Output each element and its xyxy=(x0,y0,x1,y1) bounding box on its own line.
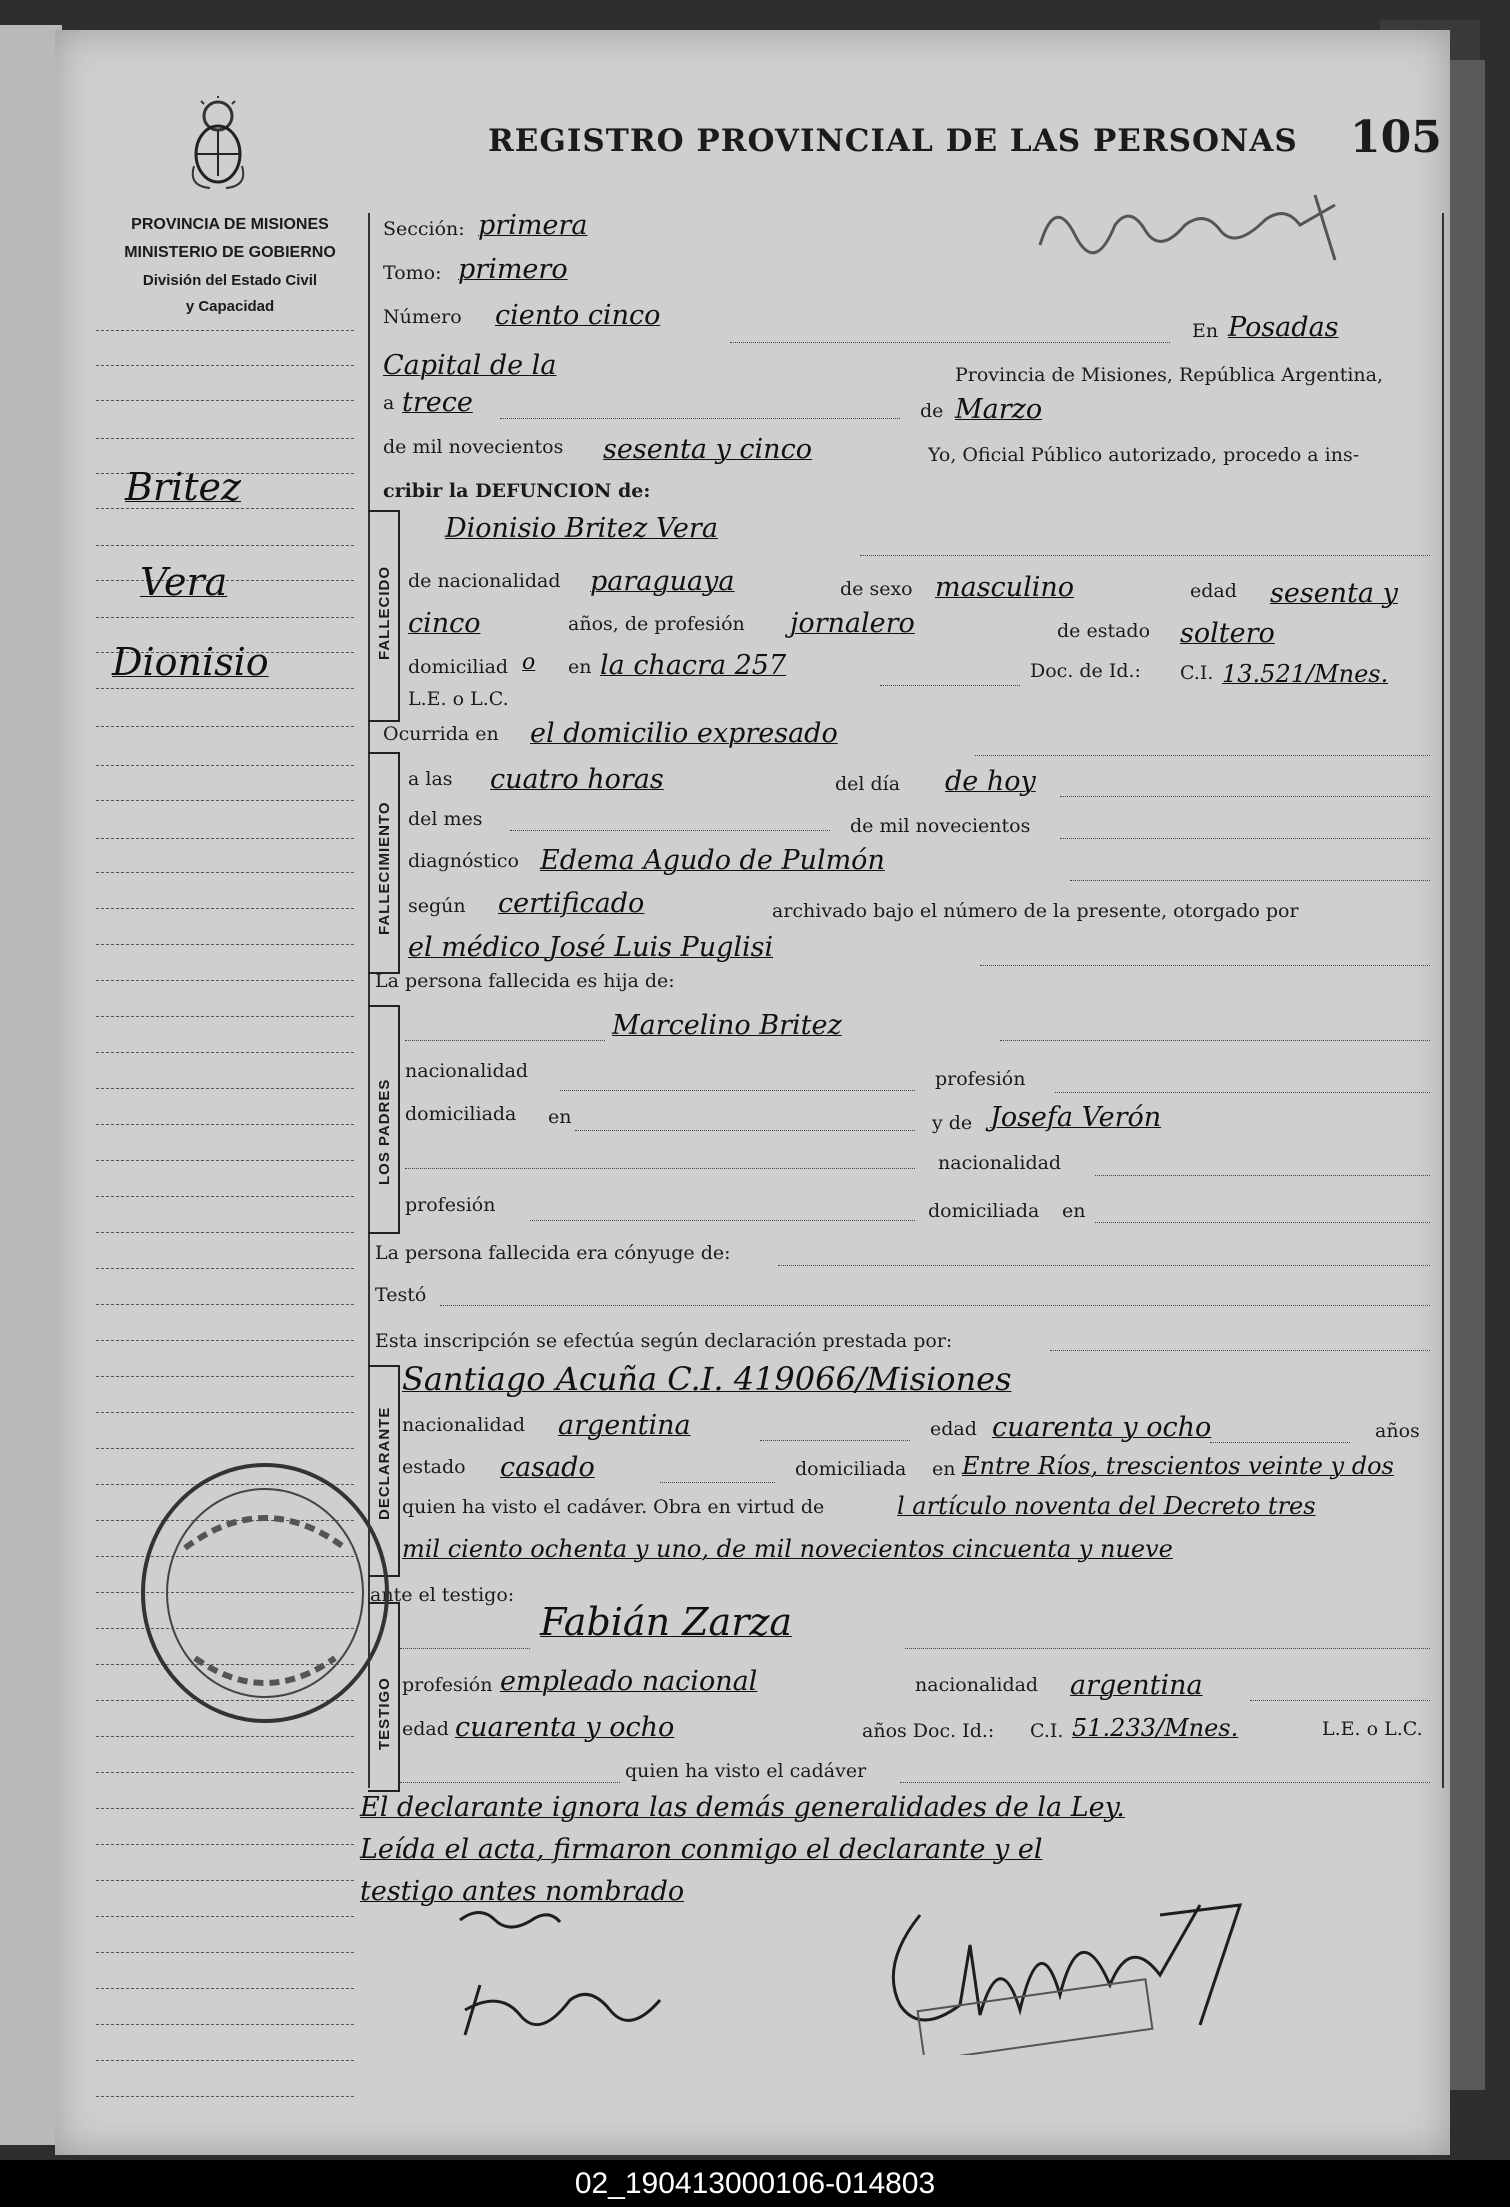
testigo-le-label: L.E. o L.C. xyxy=(1322,1718,1423,1740)
domiciliada-en-label: en xyxy=(548,1106,572,1128)
decl-domiciliada-label: domiciliada xyxy=(795,1458,907,1480)
padre-nombre: Marcelino Britez xyxy=(612,1010,842,1041)
decl-en-label: en xyxy=(932,1458,956,1480)
decl-articulo2: mil ciento ochenta y uno, de mil novecientos cincuenta y nueve xyxy=(402,1535,1173,1563)
mes-value: Marzo xyxy=(955,394,1043,425)
decl-edad-label: edad xyxy=(930,1418,977,1440)
coat-of-arms-icon xyxy=(190,96,246,196)
decl-estado-label: estado xyxy=(402,1456,466,1478)
testigo-profesion-label: profesión xyxy=(402,1674,493,1696)
domiciliada-madre-label: domiciliada xyxy=(928,1200,1040,1222)
archivado-text: archivado bajo el número de la presente, otorgado por xyxy=(772,900,1299,922)
page-number: 105 xyxy=(1350,112,1442,163)
estado-label: de estado xyxy=(1057,620,1151,642)
page-title: REGISTRO PROVINCIAL DE LAS PERSONAS xyxy=(488,123,1298,159)
anios-profesion-label: años, de profesión xyxy=(568,613,745,635)
profesion-value: jornalero xyxy=(790,608,915,639)
hora-label: a las xyxy=(408,768,453,790)
profesion-madre-label: profesión xyxy=(405,1194,496,1216)
edad2-value: cinco xyxy=(408,608,481,639)
domiciliada-padre-label: domiciliada xyxy=(405,1103,517,1125)
office-line2: MINISTERIO DE GOBIERNO xyxy=(124,244,336,261)
dia-value-fall: de hoy xyxy=(945,766,1036,797)
padres-intro: La persona fallecida es hija de: xyxy=(375,970,675,992)
fallecido-section-label: FALLECIDO xyxy=(376,566,393,660)
testigo-nombre: Fabián Zarza xyxy=(540,1600,793,1644)
ocurrida-value: el domicilio expresado xyxy=(530,718,838,749)
testigo-edad-value: cuarenta y ocho xyxy=(455,1712,675,1743)
nacionalidad-padre-label: nacionalidad xyxy=(405,1060,529,1082)
de-label: de xyxy=(920,400,944,422)
domicilio-en-label: en xyxy=(568,656,592,678)
domiciliada-madre-en: en xyxy=(1062,1200,1086,1222)
decl-articulo: l artículo noventa del Decreto tres xyxy=(897,1492,1316,1520)
file-id-caption: 02_190413000106-014803 xyxy=(0,2160,1510,2207)
en-label: En xyxy=(1192,320,1219,342)
y-de-label: y de xyxy=(932,1112,973,1134)
lugar2-value: Capital de la xyxy=(383,350,557,381)
profesion-padre-label: profesión xyxy=(935,1068,1026,1090)
testigo-ci-label: C.I. xyxy=(1030,1720,1064,1742)
lugar-value: Posadas xyxy=(1228,312,1339,343)
ocurrida-label: Ocurrida en xyxy=(383,723,499,745)
madre-nombre: Josefa Verón xyxy=(990,1102,1162,1133)
declarante-section-label: DECLARANTE xyxy=(376,1406,393,1520)
conyuge-label: La persona fallecida era cónyuge de: xyxy=(375,1242,731,1264)
nacionalidad-value: paraguaya xyxy=(590,566,735,597)
dia-value: trece xyxy=(402,387,473,418)
diagnostico-label: diagnóstico xyxy=(408,850,519,872)
dia-label: del día xyxy=(835,773,901,795)
margin-surname1: Britez xyxy=(125,465,242,509)
testigo-profesion-value: empleado nacional xyxy=(500,1666,758,1697)
fallecimiento-section-label: FALLECIMIENTO xyxy=(376,801,393,935)
sexo-value: masculino xyxy=(935,572,1074,603)
margin-surname2: Vera xyxy=(140,560,228,604)
oficial-text: Yo, Oficial Público autorizado, procedo a ins- xyxy=(928,444,1360,466)
mes-label: del mes xyxy=(408,808,483,830)
segun-label: según xyxy=(408,895,466,917)
testigo-nacionalidad-label: nacionalidad xyxy=(915,1674,1039,1696)
nacionalidad-label: de nacionalidad xyxy=(408,570,561,592)
numero-label: Número xyxy=(383,306,462,328)
testigo-edad-label: edad xyxy=(402,1718,449,1740)
left-page-edge xyxy=(0,25,62,2145)
office-line4: y Capacidad xyxy=(185,298,275,315)
medico-value: el médico José Luis Puglisi xyxy=(408,932,774,963)
sexo-label: de sexo xyxy=(840,578,913,600)
anio-value: sesenta y cinco xyxy=(603,434,812,465)
tomo-value: primero xyxy=(458,254,568,285)
decl-estado-value: casado xyxy=(500,1452,595,1483)
estado-value: soltero xyxy=(1180,618,1275,649)
numero-value: ciento cinco xyxy=(495,300,661,331)
book-edge xyxy=(1445,60,1485,2090)
decl-nacionalidad-value: argentina xyxy=(558,1410,691,1441)
testigo-section-label: TESTIGO xyxy=(376,1677,393,1750)
segun-value: certificado xyxy=(498,888,645,919)
official-round-stamp xyxy=(135,1458,395,1728)
nota-line2: Leída el acta, firmaron conmigo el declarante y el xyxy=(360,1834,1043,1865)
diagnostico-value: Edema Agudo de Pulmón xyxy=(540,845,885,876)
fallecido-nombre: Dionisio Britez Vera xyxy=(445,513,718,544)
declarante-nombre: Santiago Acuña C.I. 419066/Misiones xyxy=(402,1360,1012,1398)
office-line3: División del Estado Civil xyxy=(142,272,318,289)
edad-value: sesenta y xyxy=(1270,578,1398,609)
seccion-value: primera xyxy=(478,210,588,241)
decl-domicilio-value: Entre Ríos, trescientos veinte y dos xyxy=(962,1452,1394,1480)
provincia-label: Provincia de Misiones, República Argentina, xyxy=(955,364,1384,386)
nota-line1: El declarante ignora las demás generalidades de la Ley. xyxy=(360,1792,1125,1823)
inscribir-text: cribir la DEFUNCION de: xyxy=(383,480,651,502)
a-label: a xyxy=(383,392,395,414)
nacionalidad-madre-label: nacionalidad xyxy=(938,1152,1062,1174)
decl-cadaver-text: quien ha visto el cadáver. Obra en virtud de xyxy=(402,1496,825,1518)
decl-anios-label: años xyxy=(1375,1420,1420,1442)
signature-declarante xyxy=(440,1890,680,2040)
margin-given-name: Dionisio xyxy=(112,640,269,684)
domiciliado-label: domiciliad xyxy=(408,656,509,678)
decl-edad-value: cuarenta y ocho xyxy=(992,1412,1212,1443)
office-line1: PROVINCIA DE MISIONES xyxy=(131,216,329,233)
domiciliado-suffix: o xyxy=(522,650,536,675)
testigo-intro: ante el testigo: xyxy=(370,1584,515,1606)
ci-label: C.I. xyxy=(1180,662,1214,684)
testigo-ci-value: 51.233/Mnes. xyxy=(1072,1714,1239,1742)
signature-oficial xyxy=(860,1885,1280,2055)
declaracion-label: Esta inscripción se efectúa según declaración prestada por: xyxy=(375,1330,953,1352)
testigo-anios-doc-label: años Doc. Id.: xyxy=(862,1720,995,1742)
testo-label: Testó xyxy=(375,1284,427,1306)
doc-label: Doc. de Id.: xyxy=(1030,660,1141,682)
le-label: L.E. o L.C. xyxy=(408,688,509,710)
padres-section-label: LOS PADRES xyxy=(376,1078,393,1185)
hora-value: cuatro horas xyxy=(490,764,664,795)
edad-label: edad xyxy=(1190,580,1237,602)
tomo-label: Tomo: xyxy=(383,262,442,284)
decl-nacionalidad-label: nacionalidad xyxy=(402,1414,526,1436)
domicilio-value: la chacra 257 xyxy=(600,650,787,681)
testigo-nacionalidad-value: argentina xyxy=(1070,1670,1203,1701)
nota-line3: testigo antes nombrado xyxy=(360,1876,685,1907)
testigo-cadaver-text: quien ha visto el cadáver xyxy=(625,1760,867,1782)
anio-label: de mil novecientos xyxy=(383,436,564,458)
ci-value: 13.521/Mnes. xyxy=(1222,660,1389,688)
seccion-label: Sección: xyxy=(383,218,465,240)
anio-fall-label: de mil novecientos xyxy=(850,815,1031,837)
